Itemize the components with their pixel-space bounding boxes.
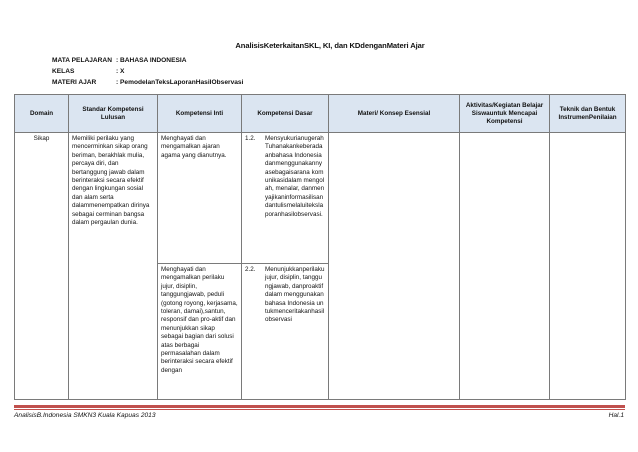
cell-teknik <box>550 133 626 400</box>
footer-divider-thin <box>14 409 625 410</box>
document-meta <box>52 55 243 88</box>
cell-skl <box>69 133 158 400</box>
document-title: AnalisisKeterkaitanSKL, KI, dan KDdenganMateri Ajar <box>235 41 425 50</box>
meta-value: : PemodelanTeksLaporanHasilObservasi <box>116 79 244 86</box>
header-skl: Standar Kompetensi Lulusan <box>69 95 158 133</box>
table-row <box>15 133 626 264</box>
meta-label: MATA PELAJARAN <box>52 57 112 64</box>
kd-2-number: 2.2. <box>245 266 256 273</box>
ki-1-text: Menghayati dan mengamalkan ajaran agama yang dianutnya. <box>161 135 227 159</box>
header-ki: Kompetensi Inti <box>158 95 242 133</box>
kd-1-text: MensyukurianugerahTuhanakankeberadaanbahasa Indonesia danmenggunakannyasebagaisarana komunikasidalam mengolah, menalar, danmenyajikaninformasilisandantulismelaluitekslaporanhasilobservasi. <box>265 135 325 218</box>
footer-source: AnalisisB.Indonesia SMKN3 Kuala Kapuas 2013 <box>14 412 156 419</box>
table-header-row <box>15 95 626 133</box>
footer-divider-thick <box>14 405 625 408</box>
cell-domain <box>15 133 69 400</box>
header-kd: Kompetensi Dasar <box>242 95 329 133</box>
cell-ki-1 <box>158 133 242 264</box>
meta-value: : X <box>116 68 125 75</box>
cell-materi <box>329 133 460 400</box>
footer-page-number: Hal.1 <box>608 412 624 419</box>
kd-1-number: 1.2. <box>245 135 256 142</box>
meta-label: MATERI AJAR <box>52 79 97 86</box>
header-teknik: Teknik dan Bentuk InstrumenPenilaian <box>550 95 626 133</box>
kd-2-text: Menunjukkanperilakujujur, disiplin, tanggungjawab, danproaktifdalam menggunakanbahasa Indonesia untukmenceritakanhasilobservasi <box>265 266 325 324</box>
kd-1 <box>242 133 328 221</box>
meta-row-class <box>52 66 243 77</box>
ki-2-text: Menghayati dan mengamalkan perilaku jujur, disiplin, tanggungjawab, peduli (gotong royong, kerjasama, toleran, damai),santun, responsif dan pro-aktif dan menunjukkan sikap sebagai bagian dari solusi atas berbagai permasalahan dalam berinteraksi secara efektif dengan <box>161 266 238 374</box>
meta-label: KELAS <box>52 68 75 75</box>
meta-row-subject <box>52 55 243 66</box>
meta-row-material <box>52 77 243 88</box>
cell-kd-2 <box>242 264 329 400</box>
cell-ki-2 <box>158 264 242 400</box>
analysis-table <box>14 94 626 400</box>
meta-value: : BAHASA INDONESIA <box>116 57 187 64</box>
domain-text: Sikap <box>33 135 50 142</box>
cell-kd-1 <box>242 133 329 264</box>
header-aktivitas: Aktivitas/Kegiatan Belajar Siswauntuk Mencapai Kompetensi <box>460 95 550 133</box>
skl-text: Memiliki perilaku yang mencerminkan sikap orang beriman, berakhlak mulia, percaya diri, dan bertanggung jawab dalam berinteraksi secara efektif dengan lingkungan sosial dan alam serta dalammenempatkan dirinya sebagai cerminan bangsa dalam pergaulan dunia. <box>72 135 150 227</box>
kd-2 <box>242 264 328 327</box>
header-domain: Domain <box>15 95 69 133</box>
cell-aktivitas <box>460 133 550 400</box>
header-materi: Materi/ Konsep Esensial <box>329 95 460 133</box>
